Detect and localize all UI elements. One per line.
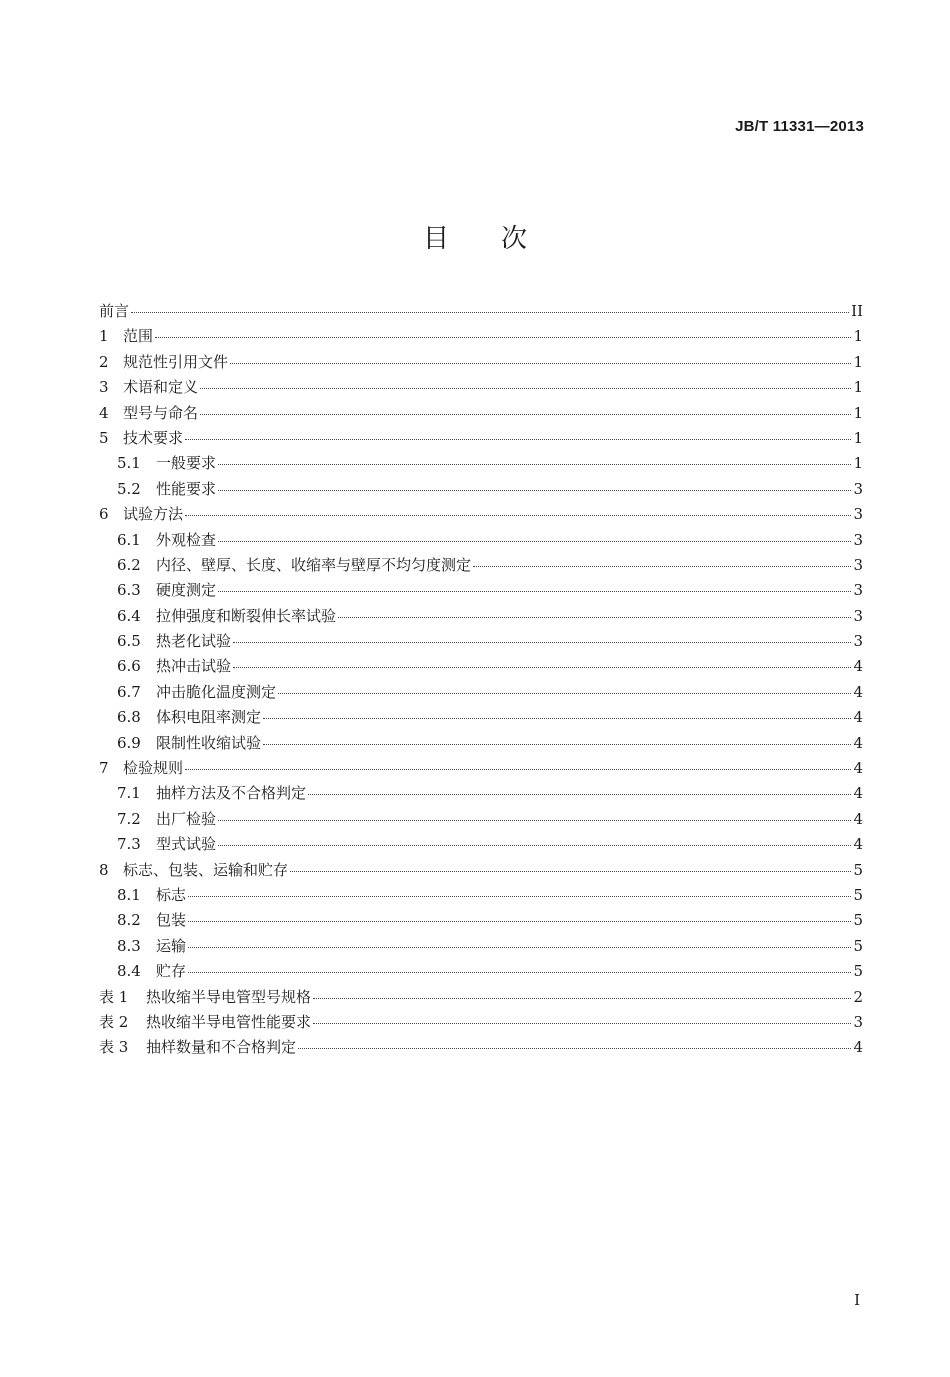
toc-entry-label: 试验方法 bbox=[123, 505, 184, 524]
toc-entry[interactable] bbox=[99, 935, 863, 960]
toc-entry-page: 1 bbox=[853, 327, 863, 346]
toc-entry-label: 运输 bbox=[156, 936, 187, 955]
toc-leader-dots bbox=[218, 464, 851, 465]
toc-entry-number: 8.4 bbox=[117, 962, 141, 981]
toc-entry-page: 3 bbox=[853, 555, 863, 574]
toc-leader-dots bbox=[188, 896, 851, 897]
toc-entry-number: 5 bbox=[99, 428, 109, 447]
toc-entry[interactable] bbox=[99, 325, 863, 350]
toc-entry-number: 表 3 bbox=[99, 1038, 129, 1057]
toc-entry-label: 前言 bbox=[99, 302, 130, 320]
toc-leader-dots bbox=[218, 845, 851, 846]
toc-leader-dots bbox=[278, 693, 851, 694]
toc-entry-page: 5 bbox=[853, 936, 863, 955]
toc-entry[interactable] bbox=[99, 579, 863, 604]
toc-entry-number: 6.4 bbox=[117, 606, 141, 625]
toc-entry-page: 5 bbox=[853, 911, 863, 930]
toc-entry-page: 4 bbox=[853, 759, 863, 778]
toc-entry-page: 4 bbox=[853, 809, 863, 828]
toc-entry[interactable] bbox=[99, 351, 863, 376]
toc-leader-dots bbox=[185, 515, 851, 516]
toc-entry-label: 拉伸强度和断裂伸长率试验 bbox=[156, 606, 337, 625]
toc-entry-number: 6 bbox=[99, 505, 109, 524]
toc-entry-label: 热冲击试验 bbox=[156, 657, 232, 676]
toc-entry[interactable] bbox=[99, 478, 863, 503]
toc-leader-dots bbox=[218, 820, 851, 821]
toc-leader-dots bbox=[185, 769, 851, 770]
toc-entry-label: 热老化试验 bbox=[156, 632, 232, 651]
toc-entry-number: 8 bbox=[99, 860, 109, 879]
toc-entry-number: 3 bbox=[99, 378, 109, 397]
toc-entry-page: 3 bbox=[853, 581, 863, 600]
toc-entry[interactable] bbox=[99, 909, 863, 934]
toc-entry-page: 4 bbox=[853, 835, 863, 854]
toc-entry-page: 3 bbox=[853, 530, 863, 549]
toc-entry-label: 热收缩半导电管型号规格 bbox=[146, 987, 312, 1006]
toc-entry-number: 1 bbox=[99, 327, 109, 346]
toc-leader-dots bbox=[188, 947, 851, 948]
toc-entry-number: 6.2 bbox=[117, 555, 141, 574]
toc-entry-page: 4 bbox=[853, 733, 863, 752]
toc-entry[interactable] bbox=[99, 986, 863, 1011]
toc-entry-page: 3 bbox=[853, 606, 863, 625]
toc-entry-number: 7.1 bbox=[117, 784, 141, 803]
toc-entry-label: 性能要求 bbox=[156, 479, 217, 498]
toc-entry-label: 型号与命名 bbox=[123, 403, 199, 422]
toc-entry-label: 标志 bbox=[156, 885, 187, 904]
toc-entry-number: 6.8 bbox=[117, 708, 141, 727]
toc-leader-dots bbox=[233, 667, 851, 668]
toc-entry-page: II bbox=[851, 302, 863, 320]
toc-leader-dots bbox=[200, 414, 851, 415]
toc-entry-label: 包装 bbox=[156, 911, 187, 930]
toc-entry[interactable] bbox=[99, 452, 863, 477]
toc-entry-page: 3 bbox=[853, 1012, 863, 1031]
toc-entry[interactable] bbox=[99, 605, 863, 630]
toc-leader-dots bbox=[263, 744, 851, 745]
page-number: I bbox=[854, 1291, 860, 1309]
toc-entry-page: 4 bbox=[853, 657, 863, 676]
toc-entry-number: 6.7 bbox=[117, 682, 141, 701]
toc-entry-number: 6.3 bbox=[117, 581, 141, 600]
toc-entry[interactable] bbox=[99, 630, 863, 655]
toc-entry-page: 3 bbox=[853, 505, 863, 524]
toc-leader-dots bbox=[298, 1048, 851, 1049]
toc-entry-label: 硬度测定 bbox=[156, 581, 217, 600]
toc-entry-label: 贮存 bbox=[156, 962, 187, 981]
toc-leader-dots bbox=[313, 1023, 851, 1024]
toc-entry[interactable] bbox=[99, 503, 863, 528]
page-title: 目次 bbox=[422, 224, 579, 254]
toc-entry-page: 1 bbox=[853, 454, 863, 473]
toc-entry-page: 3 bbox=[853, 632, 863, 651]
toc-entry-number: 7.3 bbox=[117, 835, 141, 854]
toc-entry-page: 4 bbox=[853, 708, 863, 727]
toc-entry-number: 表 1 bbox=[99, 987, 129, 1006]
toc-entry[interactable] bbox=[99, 782, 863, 807]
toc-leader-dots bbox=[263, 718, 851, 719]
toc-leader-dots bbox=[338, 617, 851, 618]
toc-entry[interactable] bbox=[99, 833, 863, 858]
toc-entry-label: 范围 bbox=[123, 327, 154, 346]
toc-entry-label: 型式试验 bbox=[156, 835, 217, 854]
toc-entry[interactable] bbox=[99, 681, 863, 706]
toc-entry-label: 限制性收缩试验 bbox=[156, 733, 262, 752]
toc-entry-number: 6.1 bbox=[117, 530, 141, 549]
toc-entry-number: 8.3 bbox=[117, 936, 141, 955]
toc-leader-dots bbox=[188, 921, 851, 922]
table-of-contents bbox=[99, 300, 863, 1062]
toc-entry[interactable] bbox=[99, 376, 863, 401]
toc-entry[interactable] bbox=[99, 402, 863, 427]
toc-entry-number: 7 bbox=[99, 759, 109, 778]
toc-leader-dots bbox=[185, 439, 851, 440]
toc-entry[interactable] bbox=[99, 757, 863, 782]
toc-entry[interactable] bbox=[99, 960, 863, 985]
toc-leader-dots bbox=[188, 972, 851, 973]
toc-entry-number: 6.9 bbox=[117, 733, 141, 752]
toc-entry-number: 8.2 bbox=[117, 911, 141, 930]
toc-leader-dots bbox=[313, 998, 851, 999]
toc-leader-dots bbox=[218, 591, 851, 592]
toc-leader-dots bbox=[200, 388, 851, 389]
toc-entry-page: 5 bbox=[853, 962, 863, 981]
toc-entry-page: 1 bbox=[853, 378, 863, 397]
toc-leader-dots bbox=[308, 794, 851, 795]
toc-entry-page: 5 bbox=[853, 885, 863, 904]
toc-entry[interactable] bbox=[99, 706, 863, 731]
toc-entry[interactable] bbox=[99, 427, 863, 452]
toc-entry[interactable] bbox=[99, 1011, 863, 1036]
toc-entry-number: 6.6 bbox=[117, 657, 141, 676]
toc-entry-page: 4 bbox=[853, 682, 863, 701]
toc-leader-dots bbox=[290, 871, 851, 872]
toc-entry-page: 2 bbox=[853, 987, 863, 1006]
toc-entry-label: 术语和定义 bbox=[123, 378, 199, 397]
toc-entry-label: 标志、包装、运输和贮存 bbox=[123, 860, 289, 879]
toc-entry-page: 1 bbox=[853, 352, 863, 371]
toc-entry-label: 一般要求 bbox=[156, 454, 217, 473]
toc-leader-dots bbox=[230, 363, 851, 364]
toc-entry-page: 4 bbox=[853, 1038, 863, 1057]
toc-entry-number: 5.1 bbox=[117, 454, 141, 473]
toc-entry[interactable] bbox=[99, 884, 863, 909]
toc-entry-label: 热收缩半导电管性能要求 bbox=[146, 1012, 312, 1031]
toc-leader-dots bbox=[218, 541, 851, 542]
toc-entry-page: 3 bbox=[853, 479, 863, 498]
toc-entry-label: 技术要求 bbox=[123, 428, 184, 447]
toc-entry-page: 4 bbox=[853, 784, 863, 803]
toc-entry-label: 抽样数量和不合格判定 bbox=[146, 1038, 297, 1057]
toc-entry-label: 内径、壁厚、长度、收缩率与壁厚不均匀度测定 bbox=[156, 555, 472, 574]
toc-entry-page: 1 bbox=[853, 428, 863, 447]
toc-entry-number: 4 bbox=[99, 403, 109, 422]
toc-entry[interactable] bbox=[99, 300, 863, 325]
toc-entry-label: 出厂检验 bbox=[156, 809, 217, 828]
toc-entry-number: 7.2 bbox=[117, 809, 141, 828]
toc-entry-number: 8.1 bbox=[117, 885, 141, 904]
toc-entry[interactable] bbox=[99, 808, 863, 833]
toc-leader-dots bbox=[218, 490, 851, 491]
toc-leader-dots bbox=[155, 337, 851, 338]
toc-leader-dots bbox=[233, 642, 851, 643]
toc-entry-label: 外观检查 bbox=[156, 530, 217, 549]
toc-entry-label: 规范性引用文件 bbox=[123, 352, 229, 371]
toc-entry-number: 2 bbox=[99, 352, 109, 371]
toc-entry-number: 5.2 bbox=[117, 479, 141, 498]
toc-entry[interactable] bbox=[99, 859, 863, 884]
toc-leader-dots bbox=[473, 566, 851, 567]
toc-entry[interactable] bbox=[99, 732, 863, 757]
toc-entry[interactable] bbox=[99, 529, 863, 554]
toc-entry-page: 5 bbox=[853, 860, 863, 879]
toc-entry-label: 冲击脆化温度测定 bbox=[156, 682, 277, 701]
standard-code: JB/T 11331—2013 bbox=[735, 118, 864, 135]
toc-entry-number: 6.5 bbox=[117, 632, 141, 651]
toc-entry-number: 表 2 bbox=[99, 1012, 129, 1031]
toc-entry-label: 抽样方法及不合格判定 bbox=[156, 784, 307, 803]
toc-entry-page: 1 bbox=[853, 403, 863, 422]
toc-entry-label: 检验规则 bbox=[123, 759, 184, 778]
toc-entry[interactable] bbox=[99, 655, 863, 680]
toc-entry-label: 体积电阻率测定 bbox=[156, 708, 262, 727]
toc-entry[interactable] bbox=[99, 554, 863, 579]
toc-entry[interactable] bbox=[99, 1036, 863, 1061]
toc-leader-dots bbox=[131, 312, 849, 313]
